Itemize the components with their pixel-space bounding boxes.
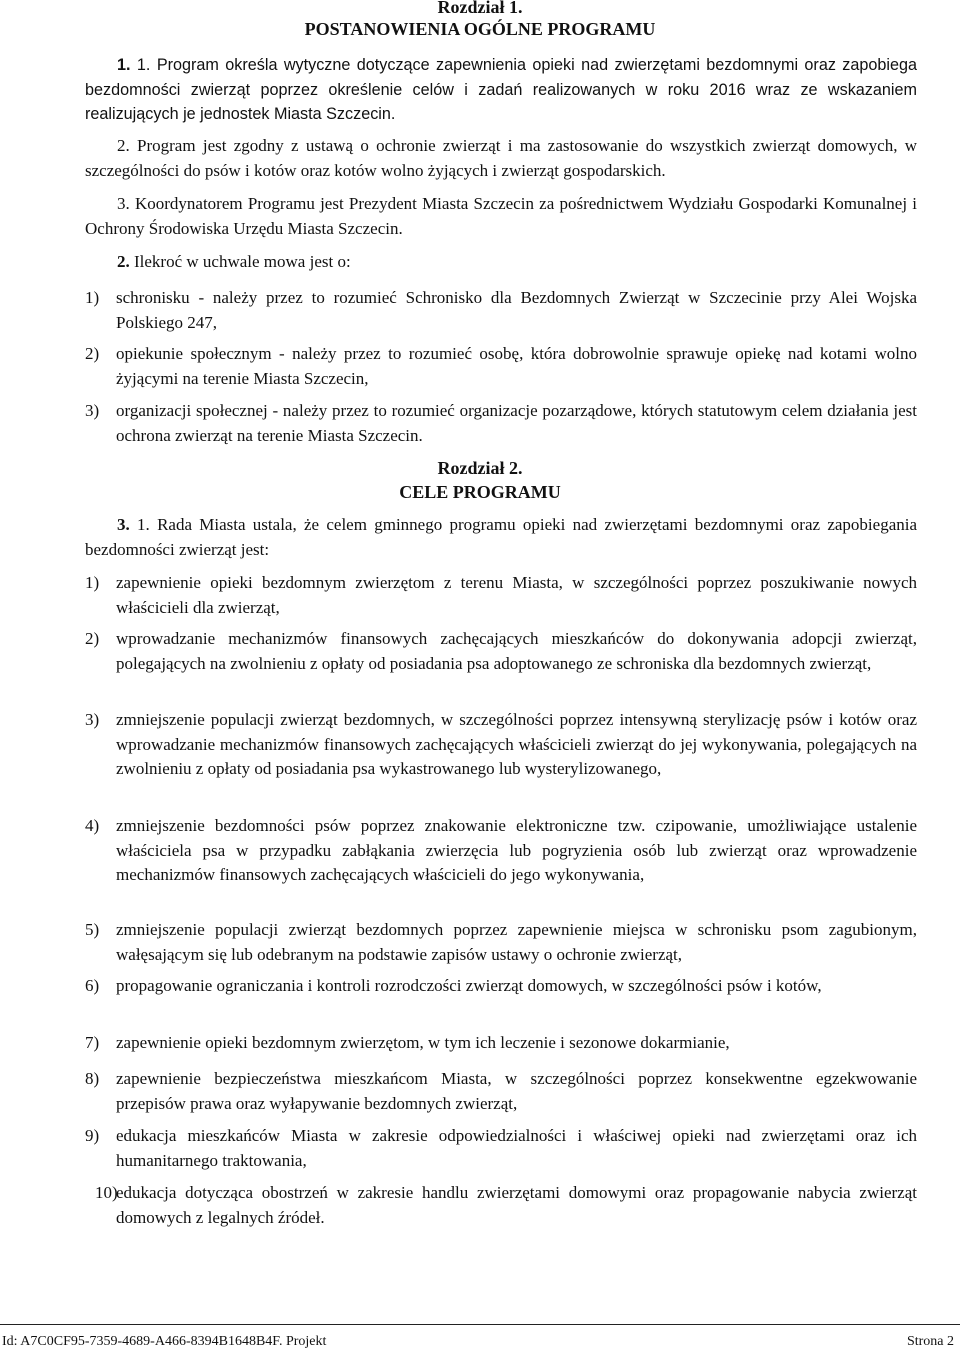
- chapter-2-subtitle: CELE PROGRAMU: [399, 482, 561, 502]
- list-item-text: zapewnienie opieki bezdomnym zwierzętom z terenu Miasta, w szczególności poprzez poszukiwanie nowych właścicieli dla zwierząt,: [116, 573, 917, 617]
- list-item-number: 4): [85, 816, 100, 835]
- par1-s3-num: 3.: [117, 194, 130, 213]
- par3-item-7: [85, 1031, 917, 1056]
- par3-item-4: [85, 814, 917, 888]
- par2-number: 2.: [117, 252, 130, 271]
- par3-item-5: [85, 918, 917, 967]
- par2-intro-text: Ilekroć w uchwale mowa jest o:: [134, 252, 351, 271]
- par3-s1-text: Rada Miasta ustala, że celem gminnego programu opieki nad zwierzętami bezdomnymi oraz zapobiegania bezdomności zwierząt jest:: [85, 515, 918, 559]
- par2-item-3: [85, 399, 917, 448]
- list-item-text: wprowadzanie mechanizmów finansowych zachęcających mieszkańców do dokonywania adopcji zwierząt, polegających na zwolnieniu z opłaty od posiadania psa adoptowanego ze schroniska dla bezdomnych zwierząt,: [116, 629, 917, 673]
- par3-s1-num: 1.: [137, 515, 150, 534]
- par1-section3: [85, 192, 917, 241]
- list-item-number: 1): [85, 573, 100, 592]
- par3-section1: [85, 513, 917, 562]
- chapter-1-title: Rozdział 1.: [437, 0, 523, 17]
- par3-item-10: [85, 1181, 917, 1230]
- chapter-1-subtitle: POSTANOWIENIA OGÓLNE PROGRAMU: [304, 19, 656, 39]
- list-item-number: 8): [85, 1069, 100, 1088]
- list-item-number: 3): [85, 401, 100, 420]
- par1-section2: [85, 134, 917, 183]
- list-item-text: zmniejszenie bezdomności psów poprzez znakowanie elektroniczne tzw. czipowanie, umożliwiające ustalenie właściciela psa w przypadku zabłąkania zwierzęcia lub pogryzienia osób lub zwierząt oraz wprowadzenie mechanizmów finansowych zachęcających właścicieli do jego wykonywania,: [116, 816, 917, 884]
- list-item-number: 2): [85, 629, 100, 648]
- par3-item-1: [85, 571, 917, 620]
- par3-item-9: [85, 1124, 917, 1173]
- footer-page-number: Strona 2: [906, 1334, 954, 1349]
- list-item-number: 9): [85, 1126, 100, 1145]
- list-item-text: zmniejszenie populacji zwierząt bezdomnych, w szczególności poprzez intensywną sterylizację psów i kotów oraz wprowadzanie mechanizmów finansowych zachęcających właścicieli zwierząt do jej wykonywania, polegających na zwolnieniu z opłaty od posiadania psa wykastrowanego lub wysterylizowanego,: [116, 710, 917, 778]
- list-item-number: 10): [95, 1183, 118, 1202]
- par1-s1-text: Program określa wytyczne dotyczące zapewnienia opieki nad zwierzętami bezdomnymi oraz zapobiega bezdomności zwierząt poprzez określenie celów i zadań realizowanych w roku 2016 wraz ze wskazaniem realizujących je jednostek Miasta Szczecin.: [85, 56, 918, 123]
- list-item-text: schronisku - należy przez to rozumieć Schronisko dla Bezdomnych Zwierząt w Szczecinie przy Alei Wojska Polskiego 247,: [116, 288, 917, 332]
- list-item-number: 1): [85, 288, 100, 307]
- chapter-2-title: Rozdział 2.: [437, 458, 523, 478]
- list-item-text: propagowanie ograniczania i kontroli rozrodczości zwierząt domowych, w szczególności psów i kotów,: [116, 976, 822, 995]
- par3-item-3: [85, 708, 917, 782]
- footer-divider: [0, 1324, 960, 1325]
- list-item-number: 7): [85, 1033, 100, 1052]
- par1-section1: [85, 53, 917, 127]
- list-item-text: zmniejszenie populacji zwierząt bezdomnych poprzez zapewnienie miejsca w schronisku psom zagubionym, wałęsającym się lub odebranym na podstawie zapisów ustawy o ochronie zwierząt,: [116, 920, 917, 964]
- list-item-number: 3): [85, 710, 100, 729]
- par1-s1-num: 1.: [136, 56, 151, 74]
- par1-number: 1.: [117, 56, 131, 74]
- par2-item-2: [85, 342, 917, 391]
- par1-s2-text: Program jest zgodny z ustawą o ochronie zwierząt i ma zastosowanie do wszystkich zwierząt domowych, w szczególności do psów i kotów oraz kotów wolno żyjących i zwierząt gospodarskich.: [85, 136, 917, 180]
- par1-s2-num: 2.: [117, 136, 130, 155]
- list-item-text: zapewnienie bezpieczeństwa mieszkańcom Miasta, w szczególności poprzez konsekwentne egzekwowanie przepisów prawa oraz wyłapywanie bezdomnych zwierząt,: [116, 1069, 917, 1113]
- list-item-text: organizacji społecznej - należy przez to rozumieć organizacje pozarządowe, których statutowym celem działania jest ochrona zwierząt na terenie Miasta Szczecin.: [116, 401, 917, 445]
- list-item-text: edukacja dotycząca obostrzeń w zakresie handlu zwierzętami domowymi oraz propagowanie nabycia zwierząt domowych z legalnych źródeł.: [116, 1183, 917, 1227]
- footer-document-id: Id: A7C0CF95-7359-4689-A466-8394B1648B4F. Projekt: [2, 1334, 327, 1349]
- list-item-number: 6): [85, 976, 100, 995]
- par3-item-2: [85, 627, 917, 676]
- par3-number: 3.: [117, 515, 130, 534]
- par2-intro: [85, 250, 917, 275]
- par3-item-6: [85, 974, 917, 999]
- list-item-number: 2): [85, 344, 100, 363]
- list-item-text: zapewnienie opieki bezdomnym zwierzętom, w tym ich leczenie i sezonowe dokarmianie,: [116, 1033, 730, 1052]
- list-item-text: edukacja mieszkańców Miasta w zakresie odpowiedzialności i właściwej opieki nad zwierzętami oraz ich humanitarnego traktowania,: [116, 1126, 917, 1170]
- list-item-number: 5): [85, 920, 100, 939]
- par3-item-8: [85, 1067, 917, 1116]
- par1-s3-text: Koordynatorem Programu jest Prezydent Miasta Szczecin za pośrednictwem Wydziału Gospodarki Komunalnej i Ochrony Środowiska Urzędu Miasta Szczecin.: [85, 194, 917, 238]
- par2-item-1: [85, 286, 917, 335]
- list-item-text: opiekunie społecznym - należy przez to rozumieć osobę, która dobrowolnie sprawuje opiekę nad kotami wolno żyjącymi na terenie Miasta Szczecin,: [116, 344, 917, 388]
